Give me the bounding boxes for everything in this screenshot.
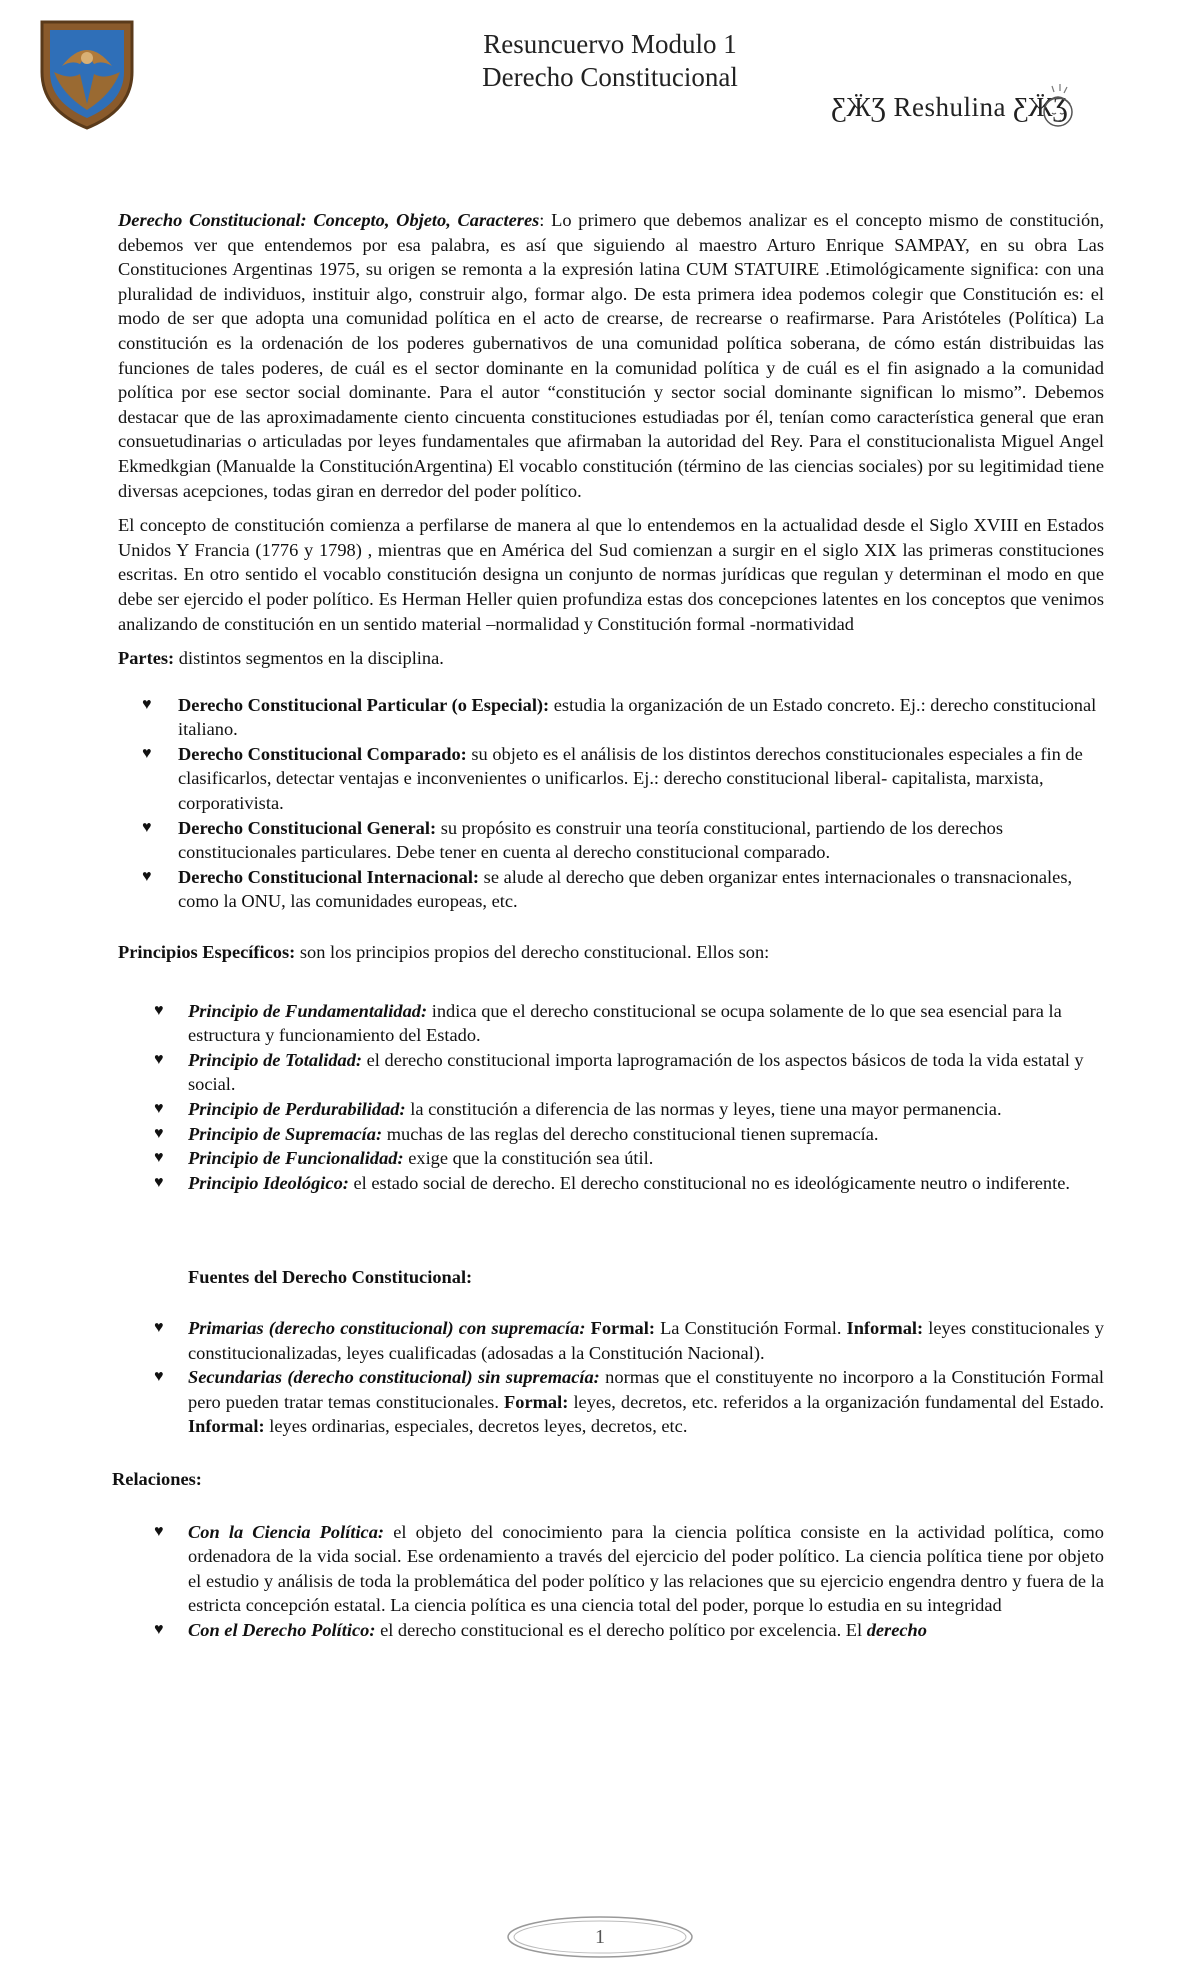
principio-term: Principio de Fundamentalidad:: [188, 1000, 428, 1021]
list-item: [118, 999, 1104, 1048]
principio-text: exige que la constitución sea útil.: [403, 1148, 654, 1169]
partes-item-text: su objeto es el análisis de los distintos derechos constitucionales especiales a fin de clasificarlos, detectar ventajas e inconvenientes o unificarlos. Ej.: derecho constitucional liberal- capitalista, marxista, corporativista.: [178, 743, 1083, 814]
list-item: [118, 816, 1104, 865]
relacion-term: Con el Derecho Político:: [188, 1619, 376, 1640]
girl-face-doodle-icon: [1040, 82, 1076, 132]
heart-bullet-icon: ♥: [154, 1001, 164, 1019]
principios-heading: Principios Específicos:: [118, 942, 296, 963]
principio-text: el estado social de derecho. El derecho constitucional no es ideológicamente neutro o indiferente.: [348, 1172, 1070, 1193]
fuente-informal-text: leyes constitucionales y constitucionalizadas, leyes cualificadas (adosadas a la Constitución Nacional).: [188, 1317, 1104, 1363]
heart-bullet-icon: ♥: [154, 1124, 164, 1142]
partes-description: distintos segmentos en la disciplina.: [174, 648, 444, 669]
principios-heading-line: [118, 940, 1104, 965]
partes-item-text: estudia la organización de un Estado concreto. Ej.: derecho constitucional italiano.: [178, 694, 1097, 740]
heart-bullet-icon: ♥: [142, 818, 152, 836]
heart-bullet-icon: ♥: [142, 695, 152, 713]
heart-bullet-icon: ♥: [154, 1522, 164, 1540]
principio-term: Principio Ideológico:: [188, 1172, 349, 1193]
page-number-badge: [505, 1914, 695, 1960]
partes-item-text: se alude al derecho que deben organizar entes internacionales o transnacionales, como la ONU, las comunidades europeas, etc.: [178, 866, 1073, 912]
list-item: [118, 1365, 1104, 1439]
heart-bullet-icon: ♥: [154, 1173, 164, 1191]
partes-item-term: Derecho Constitucional Internacional:: [178, 866, 480, 887]
heart-bullet-icon: ♥: [154, 1318, 164, 1336]
header-title-line1: Resuncuervo Modulo 1: [483, 29, 737, 59]
relacion-term: Con la Ciencia Política:: [188, 1521, 385, 1542]
header-title-line2: Derecho Constitucional: [482, 62, 738, 92]
header-title: [460, 28, 760, 94]
fuente-informal-text: leyes ordinarias, especiales, decretos leyes, decretos, etc.: [264, 1416, 688, 1437]
relacion-text: el derecho constitucional es el derecho político por excelencia. El: [375, 1619, 867, 1640]
fuente-term: Primarias (derecho constitucional) con supremacía:: [188, 1317, 586, 1338]
list-item: [118, 1618, 1104, 1643]
list-item: [118, 1048, 1104, 1097]
list-item: [118, 865, 1104, 914]
ravenclaw-crest-logo: [32, 14, 142, 132]
fuentes-heading: Fuentes del Derecho Constitucional:: [188, 1267, 473, 1288]
page-number: 1: [595, 1926, 605, 1948]
heart-bullet-icon: ♥: [154, 1149, 164, 1167]
heart-bullet-icon: ♥: [154, 1620, 164, 1638]
principio-text: el derecho constitucional importa laprogramación de los aspectos básicos de toda la vida estatal y social.: [188, 1049, 1084, 1095]
list-item: [118, 693, 1104, 742]
partes-heading: Partes:: [118, 648, 175, 669]
fuente-formal-text: La Constitución Formal.: [654, 1317, 847, 1338]
heart-bullet-icon: ♥: [142, 744, 152, 762]
partes-item-text: su propósito es construir una teoría constitucional, partiendo de los derechos constitucionales particulares. Debe tener en cuenta al derecho constitucional comparado.: [178, 817, 1004, 863]
partes-list: [118, 693, 1104, 914]
partes-item-term: Derecho Constitucional Particular (o Especial):: [178, 694, 550, 715]
list-item: [118, 1171, 1104, 1196]
fuente-term: Secundarias (derecho constitucional) sin supremacía:: [188, 1367, 600, 1388]
principios-description: son los principios propios del derecho constitucional. Ellos son:: [295, 942, 770, 963]
principio-text: muchas de las reglas del derecho constitucional tienen supremacía.: [382, 1123, 879, 1144]
intro-paragraph-1: [118, 208, 1104, 503]
list-item: [118, 1316, 1104, 1365]
header-signature: ƸӜƷ Reshulina ƸӜƷ: [831, 92, 1068, 122]
heart-bullet-icon: ♥: [154, 1050, 164, 1068]
intro-paragraph-1-text: : Lo primero que debemos analizar es el concepto mismo de constitución, debemos ver que entendemos por esa palabra, es así que siguiendo al maestro Arturo Enrique SAMPAY, en su obra Las Constituciones Argentinas 1975, su origen se remonta a la expresión latina CUM STATUIRE .Etimológicamente significa: con una pluralidad de individuos, instituir algo, construir algo, formar algo. De esta primera idea podemos colegir que Constitución es: el modo de ser que adopta una comunidad política en el acto de crearse, de recrearse o reafirmarse. Para Aristóteles (Política) La constitución es la ordenación de los poderes gubernativos de una comunidad política soberana, de cómo están distribuidas las funciones de tales poderes, de cuál es el sector dominante en la comunidad política y de cuál es el fin asignado a la comunidad política por ese sector social dominante. Para el autor “constitución y sector social dominante significan lo mismo”. Debemos destacar que de las aproximadamente ciento cincuenta constituciones estudiadas por él, tenían como característica general que eran consuetudinarias o articuladas por leyes fundamentales que afirmaban la autoridad del Rey. Para el constitucionalista Miguel Angel Ekmedkgian (Manualde la ConstituciónArgentina) El vocablo constitución (término de las ciencias sociales) por su legitimidad tiene diversas acepciones, todas giran en derredor del poder político.: [118, 210, 1104, 501]
relacion-text: el objeto del conocimiento para la ciencia política consiste en la actividad política, como ordenadora de la vida social. Ese ordenamiento a través del ejercicio del poder político. La ciencia política tiene por objeto el estudio y análisis de toda la problemática del poder político y las relaciones que su ejercicio engendra dentro y fuera de la estricta concepción estatal. La ciencia política es una ciencia total del poder, porque lo estudia en su integridad: [188, 1521, 1105, 1616]
partes-item-term: Derecho Constitucional Comparado:: [178, 743, 467, 764]
partes-item-term: Derecho Constitucional General:: [178, 817, 437, 838]
relaciones-heading: Relaciones:: [112, 1468, 202, 1489]
principio-term: Principio de Supremacía:: [188, 1123, 383, 1144]
intro-paragraph-2: El concepto de constitución comienza a perfilarse de manera al que lo entendemos en la actualidad desde el Siglo XVIII en Estados Unidos Y Francia (1776 y 1798) , mientras que en América del Sud comienzan a surgir en el siglo XIX las primeras constituciones escritas. En otro sentido el vocablo constitución designa un conjunto de normas jurídicas que regulan y determinan el modo en que debe ser ejercido el poder político. Es Herman Heller quien profundiza estas dos concepciones latentes en los conceptos que venimos analizando de constitución en un sentido material –normalidad y Constitución formal -normatividad: [118, 515, 1104, 634]
list-item: [118, 1097, 1104, 1122]
fuente-informal-label: Informal:: [188, 1416, 265, 1437]
principios-list: [118, 999, 1104, 1196]
fuente-formal-text: leyes, decretos, etc. referidos a la organización fundamental del Estado.: [568, 1391, 1104, 1412]
heart-bullet-icon: ♥: [142, 867, 152, 885]
principio-text: la constitución a diferencia de las normas y leyes, tiene una mayor permanencia.: [405, 1099, 1002, 1119]
list-item: [118, 1122, 1104, 1147]
principio-text: indica que el derecho constitucional se ocupa solamente de lo que sea esencial para la estructura y funcionamiento del Estado.: [188, 1000, 1062, 1046]
principio-term: Principio de Funcionalidad:: [188, 1148, 404, 1169]
fuente-informal-label: Informal:: [846, 1317, 924, 1338]
list-item: [118, 1146, 1104, 1171]
relaciones-list: [118, 1520, 1104, 1643]
relacion-tail: derecho: [866, 1619, 927, 1640]
fuente-pre-text: normas que el constituyente no incorporo a la Constitución Formal pero pueden tratar temas constitucionales.: [188, 1367, 1104, 1412]
intro-heading: Derecho Constitucional: Concepto, Objeto, Caracteres: [118, 210, 540, 230]
heart-bullet-icon: ♥: [154, 1368, 164, 1386]
principio-term: Principio de Perdurabilidad:: [188, 1099, 406, 1119]
fuente-formal-label: Formal:: [590, 1317, 655, 1338]
fuentes-list: [118, 1316, 1104, 1439]
principio-term: Principio de Totalidad:: [188, 1049, 363, 1070]
heart-bullet-icon: ♥: [154, 1100, 164, 1117]
fuente-formal-label: Formal:: [504, 1391, 569, 1412]
list-item: [118, 742, 1104, 816]
document-body: [112, 208, 1105, 1643]
list-item: [118, 1520, 1104, 1618]
partes-heading-line: [118, 646, 1104, 671]
